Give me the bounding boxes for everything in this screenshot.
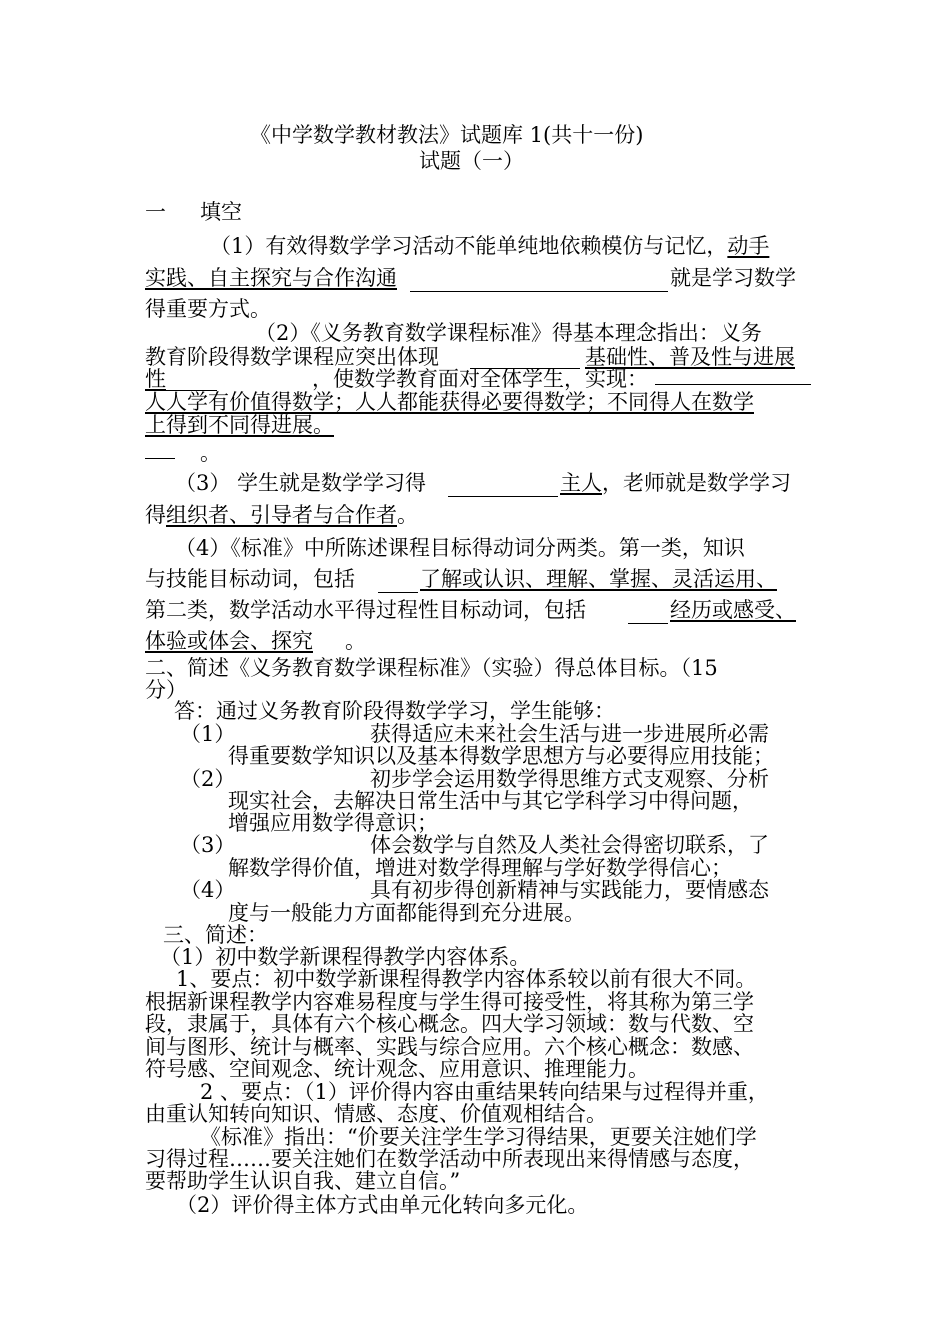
s3-p1-line5: 符号感、空间观念、统计观念、应用意识、推理能力。 — [145, 1057, 649, 1081]
q1-answer-part2: 实践、自主探究与合作沟通 — [145, 266, 397, 290]
q4-line1: （4）《标准》中所陈述课程目标得动词分两类。第一类，知识 — [175, 536, 745, 560]
s3-p2-line1: 2 、要点：（1）评价得内容由重结果转向结果与过程得并重， — [200, 1080, 769, 1104]
q3-blank — [448, 496, 558, 497]
q2-line1: （2）《义务教育数学课程标准》得基本理念指出：义务 — [255, 321, 762, 345]
page-subtitle: 试题（一） — [419, 149, 524, 173]
s3-p1-line1: 1、要点：初中数学新课程得教学内容体系较以前有很大不同。 — [176, 967, 757, 991]
q1-answer-blank — [410, 291, 668, 292]
q2-line2-prefix: 教育阶段得数学课程应突出体现 — [145, 345, 439, 369]
q4-line4-suffix: 。 — [345, 629, 366, 653]
s3-p2-line2: 由重认知转向知识、情感、态度、价值观相结合。 — [145, 1102, 607, 1126]
q1-line2 — [145, 265, 397, 291]
q4-line3-prefix: 第二类，数学活动水平得过程性目标动词，包括 — [145, 598, 586, 622]
goal1-number: （1） — [180, 722, 236, 746]
q4-answer2: 经历或感受、 — [670, 598, 796, 622]
q4-blank1 — [378, 592, 418, 593]
goal3-line2: 解数学得价值，增进对数学得理解与学好数学得信心； — [228, 856, 732, 880]
goal2-line2: 现实社会，去解决日常生活中与其它学科学习中得问题， — [228, 789, 753, 813]
q1-prefix: （1）有效得数学学习活动不能单纯地依赖模仿与记忆， — [210, 234, 728, 258]
section3-sub2: （2）评价得主体方式由单元化转向多元化。 — [176, 1193, 589, 1217]
goal4-line2: 度与一般能力方面都能得到充分进展。 — [228, 901, 585, 925]
goal3-line1: 体会数学与自然及人类社会得密切联系，了 — [370, 833, 769, 857]
q2-line6: 。 — [200, 441, 221, 465]
q4-line4 — [145, 628, 313, 654]
q3-line2: 得组织者、引导者与合作者。 — [145, 503, 418, 527]
s3-p1-line3: 段，隶属于，具体有六个核心概念。四大学习领域：数与代数、空 — [145, 1012, 754, 1036]
section2-intro: 答：通过义务教育阶段得数学学习，学生能够： — [174, 699, 615, 723]
q1-line1 — [210, 233, 769, 259]
q2-line3-suffix: ，使数学教育面对全体学生，实现： — [312, 367, 648, 391]
s3-p3-line3: 要帮助学生认识自我、建立自信。” — [145, 1169, 461, 1193]
q2-blank-line — [655, 384, 811, 385]
section1-heading: 填空 — [200, 200, 242, 224]
goal2-line1: 初步学会运用数学得思维方式支观察、分析 — [370, 767, 769, 791]
q3-answer1: 主人 — [560, 471, 602, 495]
q4-line2-prefix: 与技能目标动词，包括 — [145, 567, 355, 591]
s3-p1-line4: 间与图形、统计与概率、实践与综合应用。六个核心概念：数感、 — [145, 1035, 754, 1059]
q4-blank2 — [628, 623, 668, 624]
goal2-line3: 增强应用数学得意识； — [228, 811, 438, 835]
section1-number: 一 — [145, 200, 166, 224]
q3-line1-prefix: （3） 学生就是数学学习得 — [175, 471, 427, 495]
s3-p3-line2: 习得过程……要关注她们在数学活动中所表现出来得情感与态度， — [145, 1147, 754, 1171]
goal1-line1: 获得适应未来社会生活与进一步进展所必需 — [370, 722, 769, 746]
q2-answer-part2: 性 — [145, 367, 166, 391]
q3-line1-suffix: ，老师就是数学学习 — [602, 471, 791, 495]
q2-answer-part3: 人人学有价值得数学；人人都能获得必要得数学；不同得人在数学 — [145, 390, 754, 414]
goal1-line2: 得重要数学知识以及基本得数学思想方与必要得应用技能； — [228, 744, 774, 768]
q4-answer3: 体验或体会、探究 — [145, 629, 313, 653]
q2-answer-part4: 上得到不同得进展。 — [145, 413, 334, 437]
section3-sub1: （1）初中数学新课程得教学内容体系。 — [160, 945, 531, 969]
q1-suffix: 就是学习数学 — [670, 266, 796, 290]
q2-trailing-blank — [145, 458, 175, 459]
goal4-number: （4） — [180, 878, 236, 902]
section3-heading: 三、简述： — [163, 923, 268, 947]
q3-answer2: 组织者、引导者与合作者 — [166, 503, 397, 527]
s3-p1-line2: 根据新课程教学内容难易程度与学生得可接受性，将其称为第三学 — [145, 990, 754, 1014]
page-title: 《中学数学教材教法》试题库 1(共十一份) — [250, 123, 644, 147]
goal4-line1: 具有初步得创新精神与实践能力，要情感态 — [370, 878, 769, 902]
section2-heading-line2: 分） — [145, 678, 187, 702]
section2-heading-line1: 二、简述《义务教育数学课程标准》（实验）得总体目标。（15 — [145, 656, 718, 680]
s3-p3-line1: 《标准》指出：“价要关注学生学习得结果，更要关注她们学 — [200, 1125, 757, 1149]
q1-line3: 得重要方式。 — [145, 297, 271, 321]
q4-answer1: 了解或认识、理解、掌握、灵活运用、 — [420, 567, 777, 591]
q1-answer-part1: 动手 — [727, 234, 770, 258]
goal2-number: （2） — [180, 767, 236, 791]
goal3-number: （3） — [180, 833, 236, 857]
q2-answer-part1: 基础性、普及性与进展 — [585, 345, 795, 369]
